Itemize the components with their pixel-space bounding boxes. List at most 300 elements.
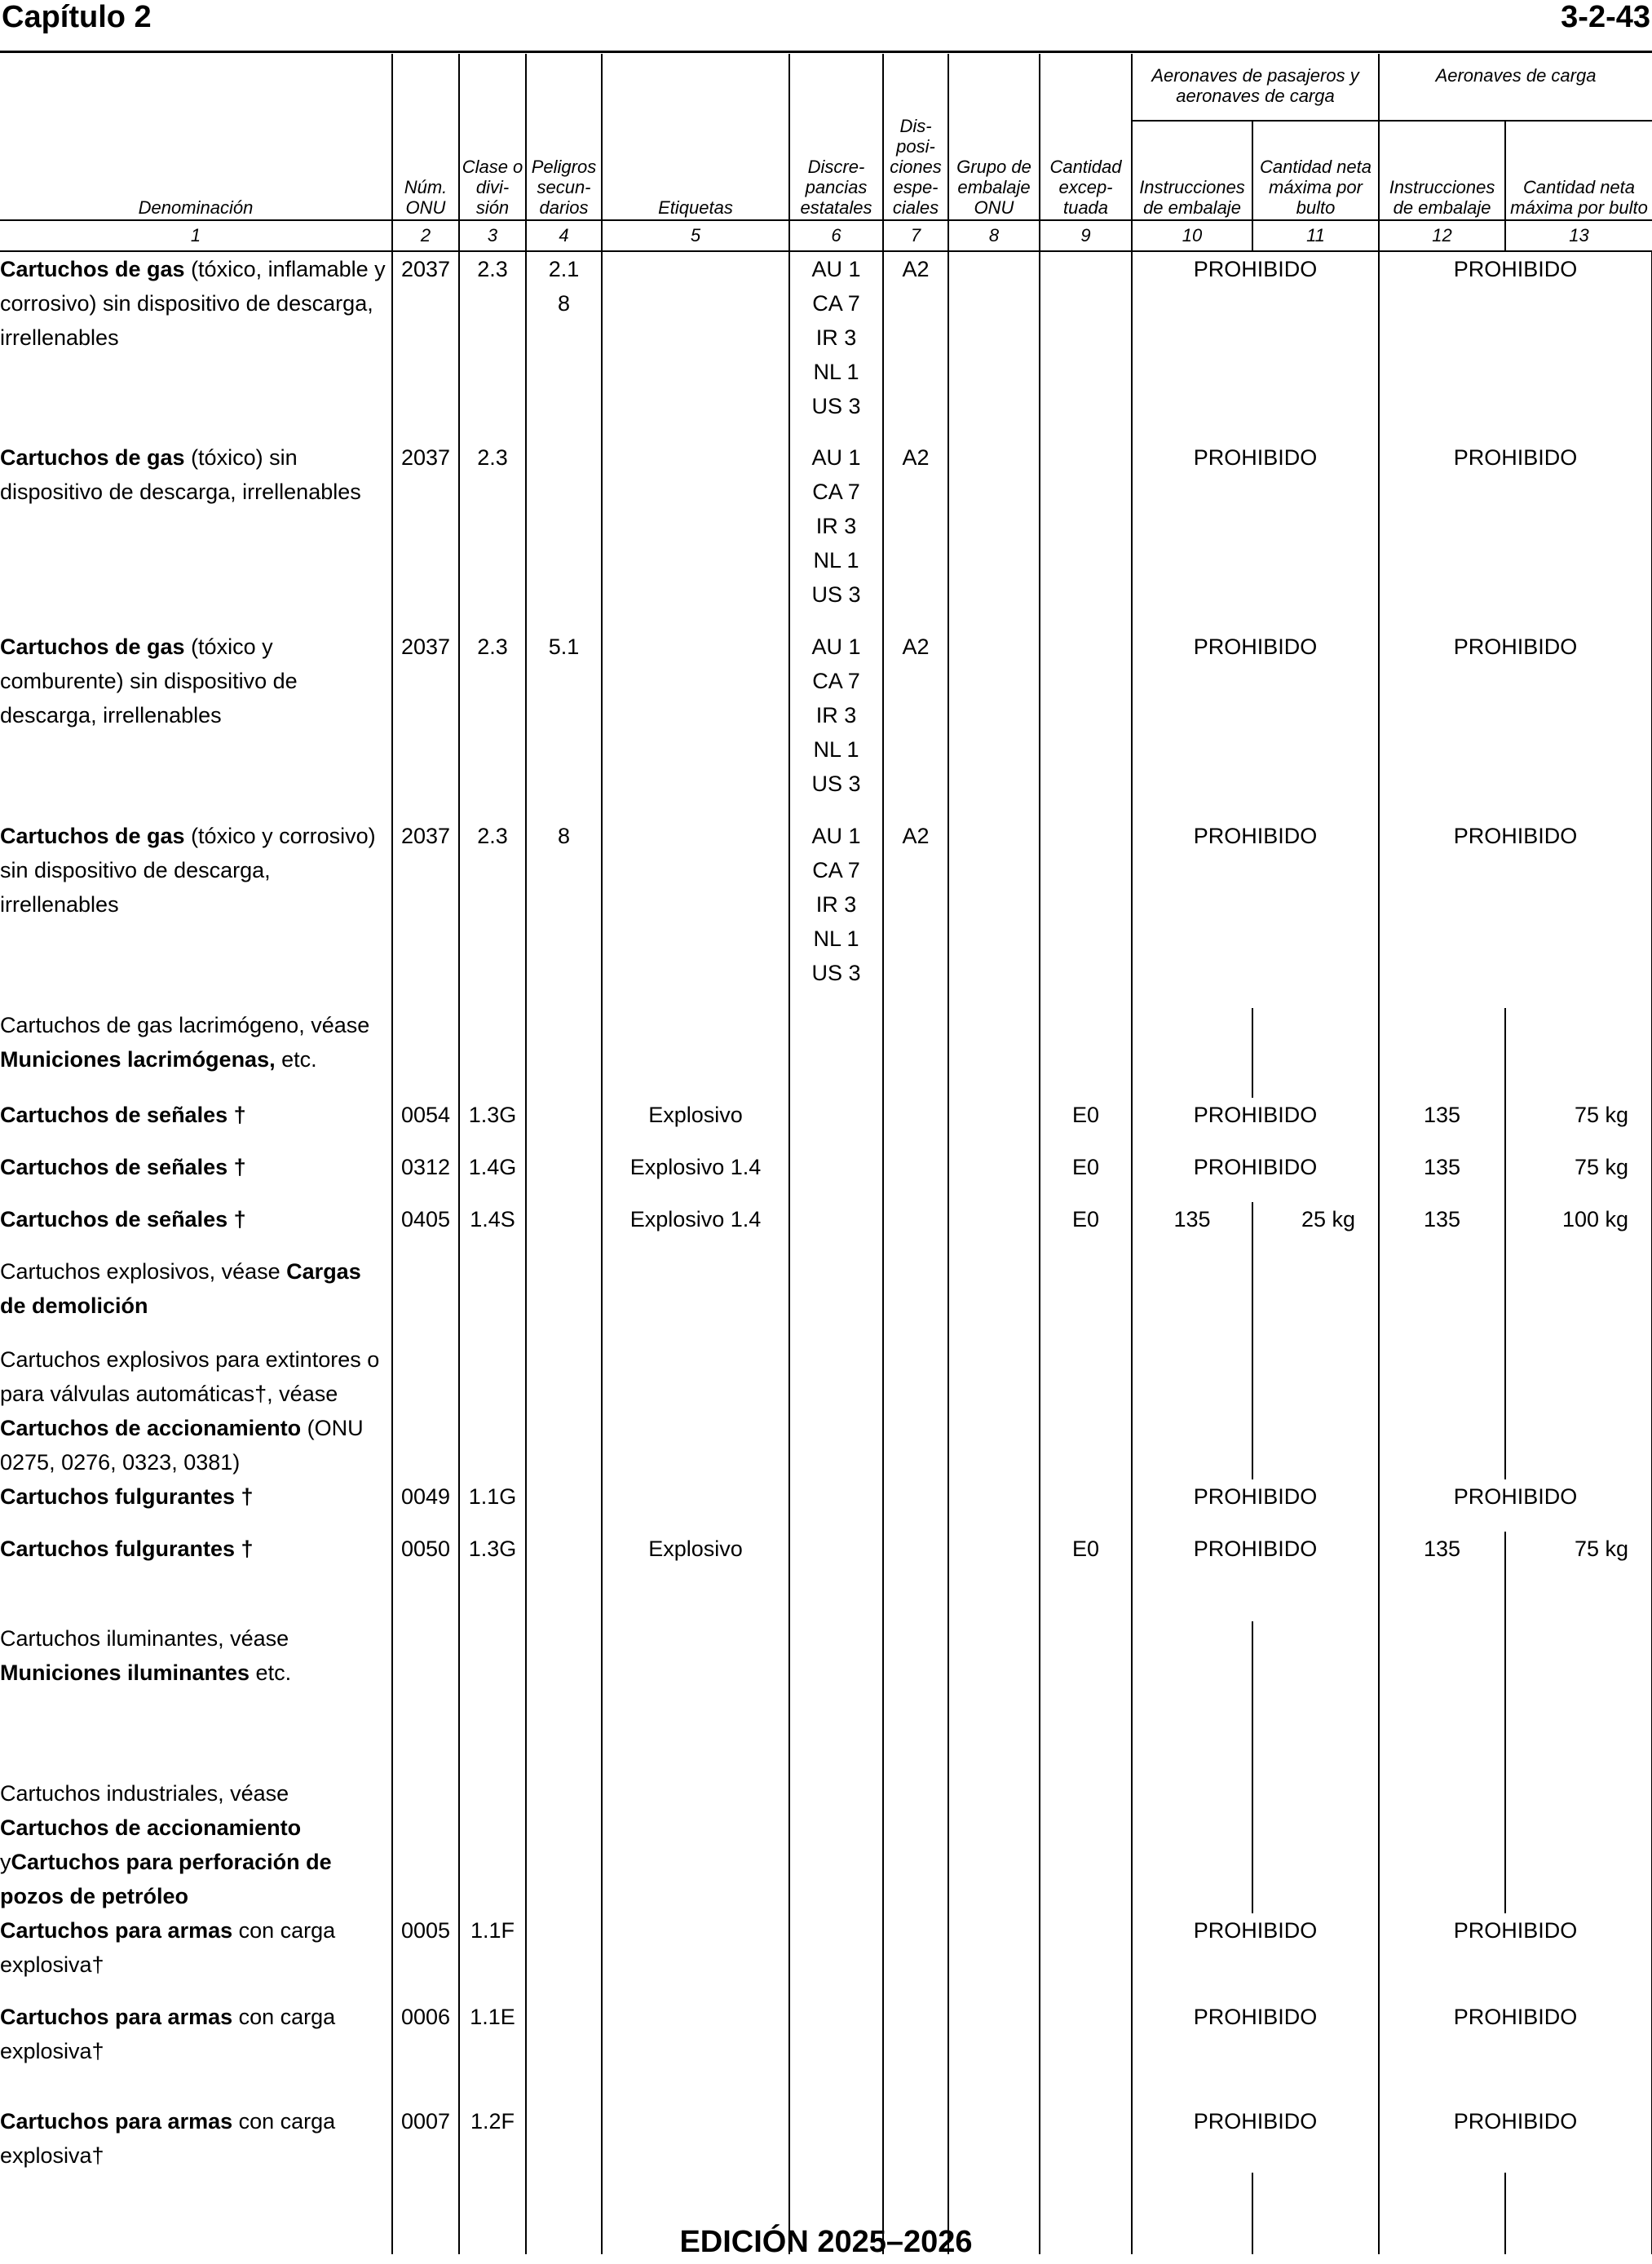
packing-group bbox=[948, 1098, 1040, 1150]
entry-name-bold: Cartuchos para armas bbox=[0, 1918, 233, 1943]
table-row bbox=[0, 2104, 1652, 2173]
entry-name-text: Cartuchos iluminantes, véase bbox=[0, 1626, 289, 1651]
entry-denomination bbox=[0, 1008, 392, 1098]
class-division bbox=[459, 2104, 526, 2173]
excepted-quantity bbox=[1040, 1254, 1132, 1342]
pax-prohibited-line: PROHIBIDO bbox=[1193, 2109, 1318, 2134]
cargo-prohibited bbox=[1379, 2104, 1652, 2173]
special-provision bbox=[883, 1776, 948, 1913]
cargo-max-net-qty-line: 75 kg bbox=[1574, 1155, 1629, 1179]
state-variation bbox=[789, 251, 883, 440]
state-variation-line: US 3 bbox=[811, 961, 861, 985]
entry-denomination bbox=[0, 251, 392, 440]
pax-max-net-qty bbox=[1252, 1776, 1379, 1913]
subsidiary-hazard bbox=[526, 1342, 602, 1479]
cargo-prohibited-line: PROHIBIDO bbox=[1453, 1918, 1578, 1943]
un-number bbox=[392, 1008, 459, 1098]
class-division bbox=[459, 2000, 526, 2104]
un-number bbox=[392, 440, 459, 630]
entry-name-text: (tóxico y comburente) sin dispositivo de descarga, irrellenables bbox=[0, 635, 298, 727]
pax-prohibited-line: PROHIBIDO bbox=[1193, 824, 1318, 848]
state-variation bbox=[789, 2000, 883, 2104]
hazard-label-line: Explosivo bbox=[648, 1537, 743, 1561]
state-variation bbox=[789, 1150, 883, 1202]
state-variation-line: AU 1 bbox=[811, 635, 861, 659]
hazard-label bbox=[602, 1008, 789, 1098]
hazard-label bbox=[602, 630, 789, 819]
excepted-quantity bbox=[1040, 1532, 1132, 1621]
column-number: 13 bbox=[1505, 220, 1652, 251]
table-row bbox=[0, 819, 1652, 1008]
pax-prohibited-line: PROHIBIDO bbox=[1193, 445, 1318, 470]
cargo-max-net-qty bbox=[1505, 1342, 1652, 1479]
cargo-max-net-qty-line: 75 kg bbox=[1574, 1103, 1629, 1127]
pax-prohibited bbox=[1132, 630, 1379, 819]
column-number: 12 bbox=[1379, 220, 1505, 251]
entry-denomination bbox=[0, 1150, 392, 1202]
class-division bbox=[459, 630, 526, 819]
special-provision-line: A2 bbox=[902, 257, 930, 281]
hazard-label bbox=[602, 1532, 789, 1621]
state-variation bbox=[789, 630, 883, 819]
un-number bbox=[392, 2104, 459, 2173]
cargo-prohibited bbox=[1379, 251, 1652, 440]
entry-name-bold: Cartuchos para armas bbox=[0, 2109, 233, 2134]
hazard-label-line: Explosivo 1.4 bbox=[629, 1155, 762, 1179]
state-variation-line: CA 7 bbox=[812, 291, 860, 316]
excepted-quantity bbox=[1040, 1913, 1132, 2000]
column-number: 2 bbox=[392, 220, 459, 251]
entry-name-bold: Cartuchos fulgurantes † bbox=[0, 1537, 254, 1561]
pax-prohibited-line: PROHIBIDO bbox=[1193, 1103, 1318, 1127]
state-variation-line: US 3 bbox=[811, 394, 861, 418]
un-number bbox=[392, 630, 459, 819]
entry-name-bold: Cartuchos de gas bbox=[0, 257, 185, 281]
col-header-discrepancias: Discre- pancias estatales bbox=[789, 54, 883, 220]
class-division bbox=[459, 1098, 526, 1150]
entry-name-bold: Cartuchos de gas bbox=[0, 635, 185, 659]
class-division-line: 2.3 bbox=[477, 257, 508, 281]
packing-group bbox=[948, 2000, 1040, 2104]
entry-name-bold: Cartuchos de señales † bbox=[0, 1207, 246, 1231]
subsidiary-hazard bbox=[526, 251, 602, 440]
excepted-quantity bbox=[1040, 1098, 1132, 1150]
excepted-quantity bbox=[1040, 819, 1132, 1008]
special-provision bbox=[883, 1342, 948, 1479]
state-variation bbox=[789, 1913, 883, 2000]
subsidiary-hazard bbox=[526, 1254, 602, 1342]
entry-name-bold: Municiones lacrimógenas, bbox=[0, 1047, 276, 1072]
hazard-label bbox=[602, 1098, 789, 1150]
entry-name-bold: Cargas de demolición bbox=[0, 1259, 361, 1318]
entry-name-text: (ONU 0275, 0276, 0323, 0381) bbox=[0, 1416, 364, 1475]
excepted-quantity bbox=[1040, 251, 1132, 440]
excepted-quantity bbox=[1040, 1776, 1132, 1913]
cargo-packing-instruction bbox=[1379, 1202, 1505, 1254]
state-variation bbox=[789, 1008, 883, 1098]
un-number-line: 0049 bbox=[400, 1484, 451, 1509]
un-number-line: 0007 bbox=[400, 2109, 451, 2134]
cargo-packing-instruction bbox=[1379, 1342, 1505, 1479]
entry-name-bold: Cartuchos para armas bbox=[0, 2005, 233, 2029]
cargo-max-net-qty bbox=[1505, 1202, 1652, 1254]
hazard-label bbox=[602, 1150, 789, 1202]
pax-prohibited bbox=[1132, 1913, 1379, 2000]
subsidiary-hazard bbox=[526, 440, 602, 630]
subsidiary-hazard bbox=[526, 1202, 602, 1254]
class-division-line: 1.1F bbox=[470, 1918, 515, 1943]
packing-group bbox=[948, 819, 1040, 1008]
entry-name-text: y bbox=[0, 1850, 11, 1874]
state-variation-line: NL 1 bbox=[813, 926, 859, 951]
column-number: 5 bbox=[602, 220, 789, 251]
excepted-quantity bbox=[1040, 1202, 1132, 1254]
class-division-line: 2.3 bbox=[477, 824, 508, 848]
entry-name-bold: Cartuchos de señales † bbox=[0, 1103, 246, 1127]
un-number-line: 0054 bbox=[400, 1103, 451, 1127]
excepted-quantity bbox=[1040, 440, 1132, 630]
pax-max-net-qty-line: 25 kg bbox=[1301, 1207, 1356, 1231]
un-number-line: 2037 bbox=[400, 824, 451, 848]
entry-name-text: Cartuchos industriales, véase bbox=[0, 1781, 289, 1806]
packing-group bbox=[948, 440, 1040, 630]
entry-name-text: con carga explosiva† bbox=[0, 2005, 336, 2063]
cargo-prohibited-line: PROHIBIDO bbox=[1453, 445, 1578, 470]
col-header-num-onu: Núm. ONU bbox=[392, 54, 459, 220]
hazard-label bbox=[602, 1342, 789, 1479]
col-group-pasajeros: Aeronaves de pasajeros y aeronaves de carga bbox=[1132, 54, 1379, 121]
packing-group bbox=[948, 251, 1040, 440]
packing-group bbox=[948, 1202, 1040, 1254]
hazard-label bbox=[602, 1776, 789, 1913]
un-number-line: 2037 bbox=[400, 635, 451, 659]
un-number bbox=[392, 251, 459, 440]
pax-packing-instruction bbox=[1132, 1254, 1252, 1342]
excepted-quantity bbox=[1040, 2104, 1132, 2173]
cargo-packing-instruction bbox=[1379, 1254, 1505, 1342]
cargo-packing-instruction-line: 135 bbox=[1423, 1207, 1461, 1231]
packing-group bbox=[948, 1150, 1040, 1202]
entry-denomination bbox=[0, 440, 392, 630]
entry-name-bold: Cartuchos para perforación de pozos de petróleo bbox=[0, 1850, 332, 1908]
column-number: 10 bbox=[1132, 220, 1252, 251]
table-row bbox=[0, 1913, 1652, 2000]
state-variation-line: AU 1 bbox=[811, 824, 861, 848]
pax-max-net-qty bbox=[1252, 1008, 1379, 1098]
state-variation-line: IR 3 bbox=[815, 892, 857, 917]
subsidiary-hazard bbox=[526, 1776, 602, 1913]
pax-prohibited-line: PROHIBIDO bbox=[1193, 257, 1318, 281]
cargo-prohibited-line: PROHIBIDO bbox=[1453, 635, 1578, 659]
packing-group bbox=[948, 630, 1040, 819]
un-number-line: 2037 bbox=[400, 445, 451, 470]
cargo-prohibited bbox=[1379, 440, 1652, 630]
class-division bbox=[459, 1776, 526, 1913]
cargo-packing-instruction-line: 135 bbox=[1423, 1103, 1461, 1127]
packing-group bbox=[948, 1342, 1040, 1479]
pax-prohibited-line: PROHIBIDO bbox=[1193, 1155, 1318, 1179]
pax-max-net-qty bbox=[1252, 1254, 1379, 1342]
cargo-max-net-qty bbox=[1505, 1776, 1652, 1913]
table-row bbox=[0, 1098, 1652, 1150]
un-number bbox=[392, 1532, 459, 1621]
hazard-label bbox=[602, 1254, 789, 1342]
excepted-quantity bbox=[1040, 1008, 1132, 1098]
header-rule bbox=[0, 51, 1652, 53]
hazard-label-line: Explosivo bbox=[648, 1103, 743, 1127]
hazard-label bbox=[602, 1913, 789, 2000]
table-body bbox=[0, 251, 1652, 2254]
un-number-line: 0006 bbox=[400, 2005, 451, 2029]
pax-packing-instruction bbox=[1132, 1008, 1252, 1098]
hazard-label bbox=[602, 251, 789, 440]
un-number bbox=[392, 1150, 459, 1202]
cargo-prohibited bbox=[1379, 2000, 1652, 2104]
state-variation-line: NL 1 bbox=[813, 548, 859, 573]
subsidiary-hazard-line: 8 bbox=[557, 824, 571, 848]
entry-denomination bbox=[0, 1342, 392, 1479]
un-number-line: 0005 bbox=[400, 1918, 451, 1943]
column-number: 6 bbox=[789, 220, 883, 251]
packing-group bbox=[948, 2104, 1040, 2173]
special-provision bbox=[883, 1621, 948, 1776]
state-variation bbox=[789, 2104, 883, 2173]
pax-prohibited bbox=[1132, 2000, 1379, 2104]
class-division bbox=[459, 1913, 526, 2000]
col-header-peligros: Peligros secun- darios bbox=[526, 54, 602, 220]
table-row bbox=[0, 251, 1652, 440]
un-number bbox=[392, 1913, 459, 2000]
special-provision bbox=[883, 1098, 948, 1150]
pax-max-net-qty bbox=[1252, 1621, 1379, 1776]
col-header-qty-carga: Cantidad neta máxima por bulto bbox=[1510, 177, 1648, 218]
special-provision-line: A2 bbox=[902, 635, 930, 659]
hazard-label bbox=[602, 1202, 789, 1254]
entry-name-bold: Cartuchos de gas bbox=[0, 445, 185, 470]
special-provision bbox=[883, 1254, 948, 1342]
excepted-quantity bbox=[1040, 630, 1132, 819]
cargo-max-net-qty-line: 75 kg bbox=[1574, 1537, 1629, 1561]
entry-name-bold: Cartuchos fulgurantes † bbox=[0, 1484, 254, 1509]
pax-packing-instruction bbox=[1132, 1621, 1252, 1776]
entry-denomination bbox=[0, 819, 392, 1008]
pax-prohibited bbox=[1132, 1098, 1379, 1150]
entry-denomination bbox=[0, 1776, 392, 1913]
special-provision bbox=[883, 251, 948, 440]
table-row bbox=[0, 1150, 1652, 1202]
class-division bbox=[459, 440, 526, 630]
cargo-packing-instruction-line: 135 bbox=[1423, 1537, 1461, 1561]
cargo-prohibited-line: PROHIBIDO bbox=[1453, 2005, 1578, 2029]
entry-name-bold: Municiones iluminantes bbox=[0, 1660, 250, 1685]
state-variation bbox=[789, 1621, 883, 1776]
excepted-quantity-line: E0 bbox=[1071, 1207, 1100, 1231]
pax-max-net-qty bbox=[1252, 1342, 1379, 1479]
column-number: 7 bbox=[883, 220, 948, 251]
cargo-packing-instruction bbox=[1379, 1150, 1505, 1202]
special-provision bbox=[883, 2000, 948, 2104]
pax-packing-instruction bbox=[1132, 1202, 1252, 1254]
entry-denomination bbox=[0, 630, 392, 819]
entry-denomination bbox=[0, 1621, 392, 1776]
col-header-disposiciones: Dis- posi- ciones espe- ciales bbox=[883, 54, 948, 220]
pax-packing-instruction bbox=[1132, 1776, 1252, 1913]
cargo-packing-instruction bbox=[1379, 1776, 1505, 1913]
page-number: 3-2-43 bbox=[1561, 0, 1650, 34]
cargo-prohibited-line: PROHIBIDO bbox=[1453, 2109, 1578, 2134]
state-variation bbox=[789, 1202, 883, 1254]
table-row bbox=[0, 1202, 1652, 1254]
special-provision bbox=[883, 440, 948, 630]
cargo-prohibited-line: PROHIBIDO bbox=[1453, 257, 1578, 281]
excepted-quantity bbox=[1040, 1342, 1132, 1479]
column-number: 1 bbox=[0, 220, 392, 251]
special-provision-line: A2 bbox=[902, 445, 930, 470]
cargo-packing-instruction bbox=[1379, 1008, 1505, 1098]
entry-denomination bbox=[0, 1098, 392, 1150]
entry-name-bold: Cartuchos de accionamiento bbox=[0, 1815, 302, 1840]
cargo-max-net-qty bbox=[1505, 1150, 1652, 1202]
pax-prohibited-line: PROHIBIDO bbox=[1193, 635, 1318, 659]
excepted-quantity-line: E0 bbox=[1071, 1155, 1100, 1179]
special-provision bbox=[883, 1008, 948, 1098]
cargo-max-net-qty bbox=[1505, 1254, 1652, 1342]
state-variation-line: NL 1 bbox=[813, 737, 859, 762]
pax-prohibited bbox=[1132, 251, 1379, 440]
col-header-denominacion: Denominación bbox=[0, 54, 392, 220]
table-row bbox=[0, 1479, 1652, 1532]
class-division bbox=[459, 1254, 526, 1342]
un-number bbox=[392, 819, 459, 1008]
un-number bbox=[392, 1621, 459, 1776]
cargo-prohibited bbox=[1379, 1479, 1652, 1532]
entry-name-bold: Cartuchos de gas bbox=[0, 824, 185, 848]
column-number: 11 bbox=[1252, 220, 1379, 251]
subsidiary-hazard bbox=[526, 630, 602, 819]
un-number-line: 2037 bbox=[400, 257, 451, 281]
cargo-prohibited bbox=[1379, 630, 1652, 819]
hazard-label bbox=[602, 1479, 789, 1532]
class-division-line: 2.3 bbox=[477, 445, 508, 470]
subsidiary-hazard bbox=[526, 1008, 602, 1098]
state-variation-line: NL 1 bbox=[813, 360, 859, 384]
entry-name-text: (tóxico, inflamable y corrosivo) sin dispositivo de descarga, irrellenables bbox=[0, 257, 386, 350]
state-variation-line: IR 3 bbox=[815, 325, 857, 350]
state-variation bbox=[789, 1776, 883, 1913]
entry-name-text: Cartuchos explosivos para extintores o para válvulas automáticas†, véase bbox=[0, 1347, 380, 1406]
subsidiary-hazard-line: 5.1 bbox=[548, 635, 580, 659]
class-division-line: 1.4G bbox=[468, 1155, 517, 1179]
special-provision-line: A2 bbox=[902, 824, 930, 848]
class-division-line: 1.1E bbox=[470, 2005, 515, 2029]
col-header-qty-pasajeros: Cantidad neta máxima por bulto bbox=[1252, 121, 1379, 220]
packing-group bbox=[948, 1008, 1040, 1098]
class-division-line: 1.2F bbox=[470, 2109, 515, 2134]
hazard-label bbox=[602, 1621, 789, 1776]
state-variation bbox=[789, 1532, 883, 1621]
entry-name-bold: Cartuchos de accionamiento bbox=[0, 1416, 302, 1440]
subsidiary-hazard bbox=[526, 1621, 602, 1776]
packing-group bbox=[948, 1479, 1040, 1532]
class-division-line: 1.1G bbox=[468, 1484, 517, 1509]
class-division-line: 1.3G bbox=[468, 1537, 517, 1561]
pax-prohibited bbox=[1132, 819, 1379, 1008]
subsidiary-hazard bbox=[526, 1150, 602, 1202]
subsidiary-hazard bbox=[526, 1479, 602, 1532]
dangerous-goods-table bbox=[0, 54, 1652, 2254]
excepted-quantity bbox=[1040, 1150, 1132, 1202]
col-header-etiquetas: Etiquetas bbox=[602, 54, 789, 220]
table-row bbox=[0, 1532, 1652, 1621]
special-provision bbox=[883, 1479, 948, 1532]
entry-name-text: etc. bbox=[250, 1660, 292, 1685]
subsidiary-hazard-line: 8 bbox=[557, 291, 571, 316]
class-division-line: 2.3 bbox=[477, 635, 508, 659]
entry-name-text: (tóxico y corrosivo) sin dispositivo de descarga, irrellenables bbox=[0, 824, 376, 917]
un-number bbox=[392, 1776, 459, 1913]
state-variation bbox=[789, 1342, 883, 1479]
entry-denomination bbox=[0, 2000, 392, 2104]
class-division bbox=[459, 1008, 526, 1098]
pax-max-net-qty bbox=[1252, 1202, 1379, 1254]
special-provision bbox=[883, 819, 948, 1008]
chapter-title: Capítulo 2 bbox=[2, 0, 152, 34]
pax-prohibited-line: PROHIBIDO bbox=[1193, 1918, 1318, 1943]
col-header-clase: Clase o divi- sión bbox=[459, 54, 526, 220]
entry-name-text: Cartuchos explosivos, véase bbox=[0, 1259, 287, 1284]
un-number bbox=[392, 1479, 459, 1532]
cargo-packing-instruction bbox=[1379, 1098, 1505, 1150]
table-row bbox=[0, 1254, 1652, 1342]
cargo-prohibited-line: PROHIBIDO bbox=[1453, 1484, 1578, 1509]
excepted-quantity bbox=[1040, 1479, 1132, 1532]
pax-prohibited-line: PROHIBIDO bbox=[1193, 1484, 1318, 1509]
pax-prohibited bbox=[1132, 1150, 1379, 1202]
column-number: 9 bbox=[1040, 220, 1132, 251]
cargo-max-net-qty-line: 100 kg bbox=[1561, 1207, 1629, 1231]
un-number bbox=[392, 2000, 459, 2104]
state-variation-line: US 3 bbox=[811, 772, 861, 796]
state-variation bbox=[789, 1479, 883, 1532]
packing-group bbox=[948, 1254, 1040, 1342]
class-division bbox=[459, 1150, 526, 1202]
entry-name-text: con carga explosiva† bbox=[0, 1918, 336, 1977]
col-header-grupo-embalaje: Grupo de embalaje ONU bbox=[948, 54, 1040, 220]
packing-group bbox=[948, 1913, 1040, 2000]
pax-prohibited-line: PROHIBIDO bbox=[1193, 2005, 1318, 2029]
un-number bbox=[392, 1342, 459, 1479]
table-row bbox=[0, 630, 1652, 819]
packing-group bbox=[948, 1621, 1040, 1776]
entry-name-text: etc. bbox=[275, 1047, 317, 1072]
column-number: 4 bbox=[526, 220, 602, 251]
state-variation-line: IR 3 bbox=[815, 703, 857, 727]
un-number bbox=[392, 1254, 459, 1342]
subsidiary-hazard bbox=[526, 1098, 602, 1150]
excepted-quantity bbox=[1040, 1621, 1132, 1776]
table-row bbox=[0, 1776, 1652, 1913]
entry-denomination bbox=[0, 1913, 392, 2000]
entry-name-text: (tóxico) sin dispositivo de descarga, irrellenables bbox=[0, 445, 361, 504]
state-variation bbox=[789, 440, 883, 630]
excepted-quantity-line: E0 bbox=[1071, 1103, 1100, 1127]
entry-denomination bbox=[0, 1532, 392, 1621]
entry-name-text: con carga explosiva† bbox=[0, 2109, 336, 2168]
state-variation-line: CA 7 bbox=[812, 480, 860, 504]
excepted-quantity-line: E0 bbox=[1071, 1537, 1100, 1561]
special-provision bbox=[883, 630, 948, 819]
hazard-label bbox=[602, 440, 789, 630]
